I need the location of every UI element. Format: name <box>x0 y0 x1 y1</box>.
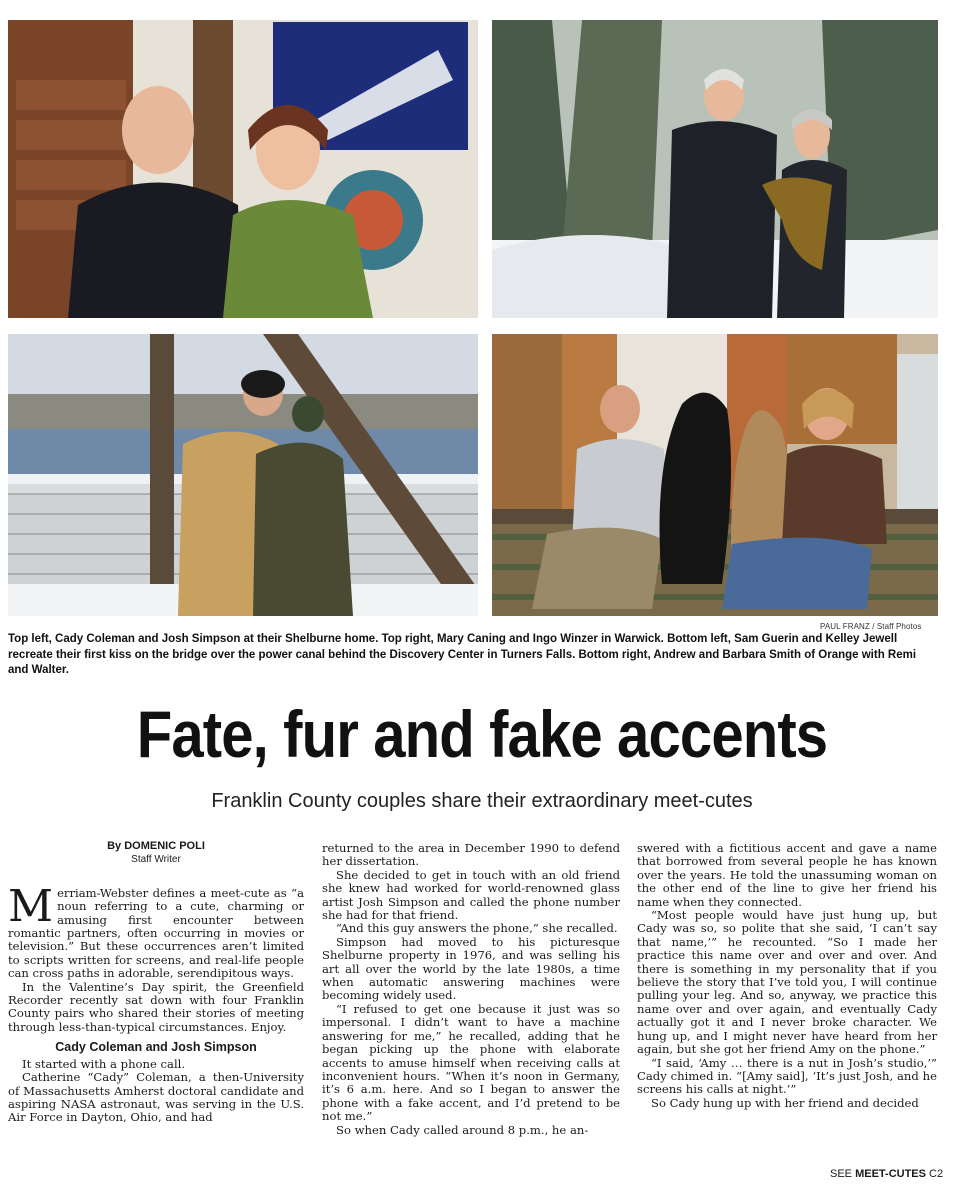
jump-see: SEE <box>830 1168 853 1180</box>
paragraph: “I said, ‘Amy … there is a nut in Josh’s studio,’” Cady chimed in. “[Amy said], ‘It’s just Josh, and he screens his calls at night.’” <box>637 1055 937 1097</box>
byline <box>8 840 304 867</box>
article-column-1 <box>8 840 304 1125</box>
photo-top-right <box>492 20 938 318</box>
paragraph: “I refused to get one because it just was so impersonal. I didn’t want to have a machine answering for me,” he recalled, adding that he began picking up the phone with elaborate accents to amuse himself when receiving calls at inconvenient hours. “When it’s noon in Germany, it’s 6 a.m. here. And so I began to answer the phone with a fake accent, and I’d pretend to be not me.” <box>322 1001 620 1124</box>
jump-target[interactable]: MEET-CUTES <box>855 1168 926 1180</box>
paragraph: So when Cady called around 8 p.m., he an- <box>336 1122 589 1137</box>
byline-role: Staff Writer <box>131 854 181 866</box>
paragraph: “And this guy answers the phone,” she recalled. <box>336 921 618 936</box>
subhead: Franklin County couples share their extraordinary meet-cutes <box>211 790 753 812</box>
byline-name: By DOMENIC POLI <box>107 840 205 852</box>
photo-bottom-right <box>492 334 938 616</box>
drop-cap: M <box>8 880 54 932</box>
photo-bottom-left <box>8 334 478 616</box>
paragraph: In the Valentine’s Day spirit, the Greenfield Recorder recently sat down with four Franklin County pairs who shared their stories of meeting through less-than-typical circumstances. Enjoy. <box>8 979 304 1034</box>
paragraph: Catherine “Cady” Coleman, a then-University of Massachusetts Amherst doctoral candidate and aspiring NASA astronaut, was serving in the U.S. Air Force in Dayton, Ohio, and had <box>8 1070 304 1125</box>
jump-page: C2 <box>929 1168 944 1180</box>
paragraph: returned to the area in December 1990 to defend her dissertation. <box>322 841 620 869</box>
paragraph: “Most people would have just hung up, but Cady was so, so polite that she said, ‘I can’t say that name,’” he recounted. “So I made her practice this name over and over and over. And there is something in my personality that if you believe the story that I’ve told you, I will continue pulling your leg. And so, anyway, we practice this name over and over again, and eventually Cady actually got it and I never broke character. We hung up, and I might never have heard from her again, but she got her friend Amy on the phone.” <box>637 908 937 1057</box>
paragraph: It started with a phone call. <box>22 1056 186 1071</box>
paragraph: She decided to get in touch with an old friend she knew had worked for world-renowned glass artist Josh Simpson and called the phone number she had for that friend. <box>322 867 620 923</box>
article-column-3 <box>637 842 937 1110</box>
paragraph: Simpson had moved to his picturesque Shelburne property in 1976, and was selling his art all over the world by the late 1980s, a time when automatic answering machines were becoming widely used. <box>322 934 620 1003</box>
article-column-2 <box>322 842 620 1137</box>
paragraph: Merriam-Webster defines a meet-cute as “a noun referring to a cute, charming or amusing first encounter between romantic partners, often occurring in movies or television.” But these occurrences aren’t limited to scripts written for screens, and real-life people can cross paths in adorable, serendipitous ways. <box>8 880 304 981</box>
section-heading: Cady Coleman and Josh Simpson <box>55 1040 257 1055</box>
paragraph: swered with a fictitious accent and gave a name that borrowed from several people he has known over the years. He told the unassuming woman on the other end of the line to give her friend his name when they connected. <box>637 841 937 909</box>
photo-caption: Top left, Cady Coleman and Josh Simpson at their Shelburne home. Top right, Mary Caning and Ingo Winzer in Warwick. Bottom left, Sam Guerin and Kelley Jewell recreate their first kiss on the bridge over the power canal behind the Discovery Center in Turners Falls. Bottom right, Andrew and Barbara Smith of Orange with Remi and Walter. <box>8 633 917 676</box>
photo-top-left <box>8 20 478 318</box>
headline: Fate, fur and fake accents <box>136 697 828 771</box>
jump-line[interactable] <box>830 1168 943 1180</box>
paragraph: So Cady hung up with her friend and decided <box>651 1095 919 1110</box>
photo-credit: PAUL FRANZ / Staff Photos <box>820 622 922 631</box>
